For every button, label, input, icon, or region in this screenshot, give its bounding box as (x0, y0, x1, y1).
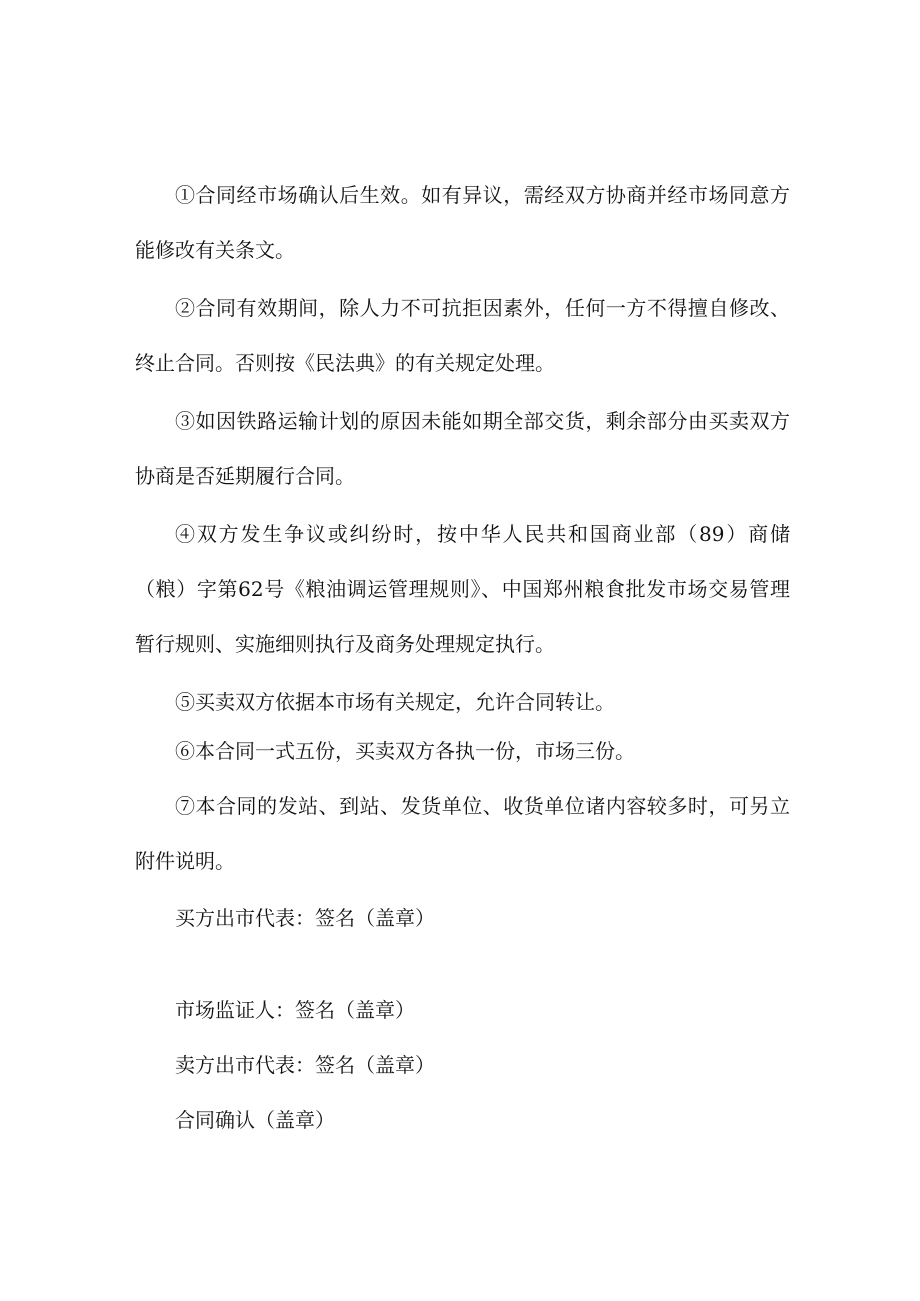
seller-signature-line: 卖方出市代表：签名（盖章） (175, 1053, 435, 1077)
clause-4: ④双方发生争议或纠纷时，按中华人民共和国商业部（89）商储（粮）字第62号《粮油调运管理规则》、中国郑州粮食批发市场交易管理暂行规则、实施细则执行及商务处理规定执行。 (135, 522, 790, 656)
clause-3: ③如因铁路运输计划的原因未能如期全部交货，剩余部分由买卖双方协商是否延期履行合同。 (135, 409, 790, 488)
contract-confirmation-line: 合同确认（盖章） (175, 1108, 335, 1132)
buyer-signature-line: 买方出市代表：签名（盖章） (175, 906, 435, 930)
clause-5: ⑤买卖双方依据本市场有关规定，允许合同转让。 (175, 690, 615, 714)
clause-6: ⑥本合同一式五份，买卖双方各执一份，市场三份。 (175, 739, 635, 763)
clause-1: ①合同经市场确认后生效。如有异议，需经双方协商并经市场同意方能修改有关条文。 (135, 183, 790, 262)
document-body (135, 168, 790, 1148)
clause-7: ⑦本合同的发站、到站、发货单位、收货单位诸内容较多时，可另立附件说明。 (135, 794, 790, 873)
clause-2: ②合同有效期间，除人力不可抗拒因素外，任何一方不得擅自修改、终止合同。否则按《民法典》的有关规定处理。 (135, 296, 790, 375)
supervisor-signature-line: 市场监证人：签名（盖章） (175, 998, 415, 1022)
